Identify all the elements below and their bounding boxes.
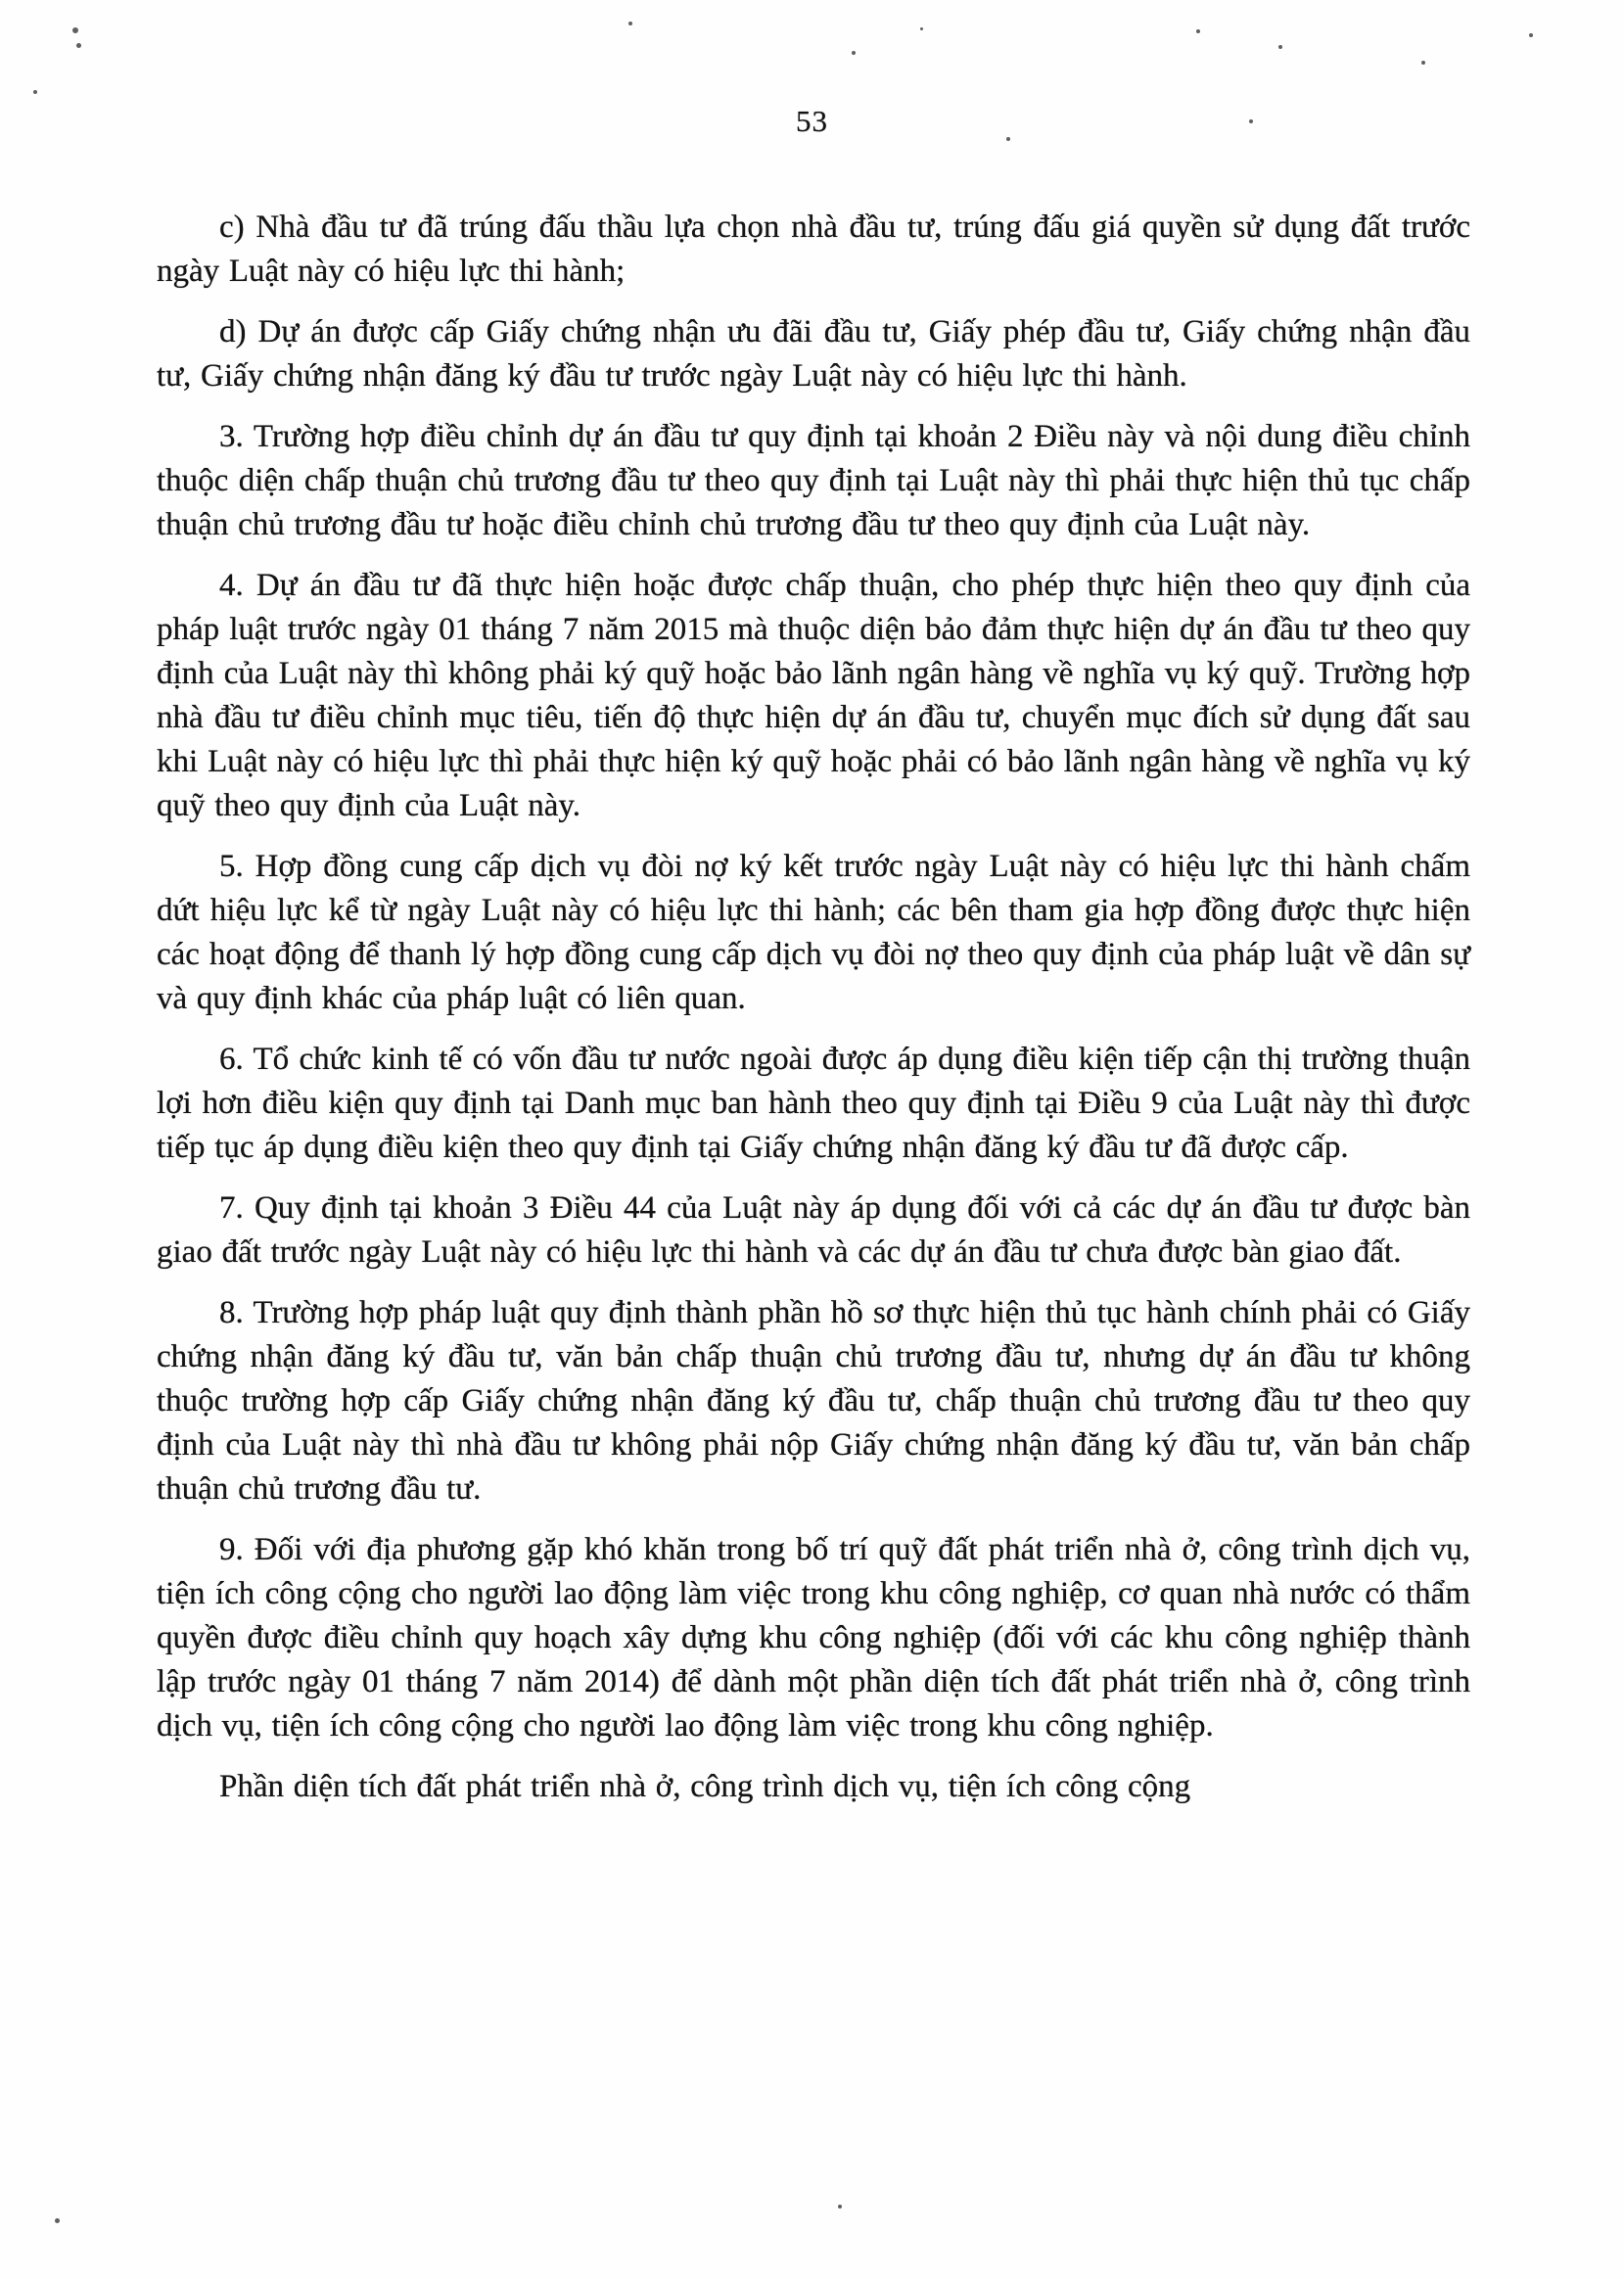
- paragraph-clause-8: 8. Trường hợp pháp luật quy định thành phần hồ sơ thực hiện thủ tục hành chính phải có Giấy chứng nhận đăng ký đầu tư, văn bản chấp thuận chủ trương đầu tư, nhưng dự án đầu tư không thuộc trường hợp cấp Giấy chứng nhận đăng ký đầu tư, chấp thuận chủ trương đầu tư theo quy định của Luật này thì nhà đầu tư không phải nộp Giấy chứng nhận đăng ký đầu tư, văn bản chấp thuận chủ trương đầu tư.: [157, 1295, 1470, 1507]
- scan-speckle: [1249, 119, 1253, 123]
- scan-speckle: [72, 27, 78, 33]
- scan-speckle: [33, 90, 37, 94]
- paragraph-clause-7: 7. Quy định tại khoản 3 Điều 44 của Luật này áp dụng đối với cả các dự án đầu tư được bàn giao đất trước ngày Luật này có hiệu lực thi hành và các dự án đầu tư chưa được bàn giao đất.: [157, 1190, 1470, 1270]
- document-body: [157, 206, 1470, 1826]
- scan-speckle: [1421, 61, 1425, 65]
- scan-speckle: [838, 2205, 842, 2209]
- paragraph-clause-3: 3. Trường hợp điều chỉnh dự án đầu tư quy định tại khoản 2 Điều này và nội dung điều chỉnh thuộc diện chấp thuận chủ trương đầu tư theo quy định tại Luật này thì phải thực hiện thủ tục chấp thuận chủ trương đầu tư hoặc điều chỉnh chủ trương đầu tư theo quy định của Luật này.: [157, 419, 1470, 542]
- paragraph-point-d: d) Dự án được cấp Giấy chứng nhận ưu đãi đầu tư, Giấy phép đầu tư, Giấy chứng nhận đầu tư, Giấy chứng nhận đăng ký đầu tư trước ngày Luật này có hiệu lực thi hành.: [157, 314, 1470, 394]
- scan-speckle: [1278, 45, 1282, 49]
- paragraph-clause-4: 4. Dự án đầu tư đã thực hiện hoặc được chấp thuận, cho phép thực hiện theo quy định của pháp luật trước ngày 01 tháng 7 năm 2015 mà thuộc diện bảo đảm thực hiện dự án đầu tư theo quy định của Luật này thì không phải ký quỹ hoặc bảo lãnh ngân hàng về nghĩa vụ ký quỹ. Trường hợp nhà đầu tư điều chỉnh mục tiêu, tiến độ thực hiện dự án đầu tư, chuyển mục đích sử dụng đất sau khi Luật này có hiệu lực thì phải thực hiện ký quỹ hoặc phải có bảo lãnh ngân hàng về nghĩa vụ ký quỹ theo quy định của Luật này.: [157, 568, 1470, 823]
- scan-speckle: [1529, 33, 1533, 37]
- scan-speckle: [1006, 137, 1010, 141]
- paragraph-point-c: c) Nhà đầu tư đã trúng đấu thầu lựa chọn nhà đầu tư, trúng đấu giá quyền sử dụng đất trước ngày Luật này có hiệu lực thi hành;: [157, 209, 1470, 289]
- paragraph-clause-5: 5. Hợp đồng cung cấp dịch vụ đòi nợ ký kết trước ngày Luật này có hiệu lực thi hành chấm dứt hiệu lực kể từ ngày Luật này có hiệu lực thi hành; các bên tham gia hợp đồng được thực hiện các hoạt động để thanh lý hợp đồng cung cấp dịch vụ đòi nợ theo quy định của pháp luật về dân sự và quy định khác của pháp luật có liên quan.: [157, 849, 1470, 1016]
- scan-speckle: [55, 2218, 60, 2223]
- scan-speckle: [920, 27, 923, 30]
- paragraph-clause-6: 6. Tổ chức kinh tế có vốn đầu tư nước ngoài được áp dụng điều kiện tiếp cận thị trường thuận lợi hơn điều kiện quy định tại Danh mục ban hành theo quy định tại Điều 9 của Luật này thì được tiếp tục áp dụng điều kiện theo quy định tại Giấy chứng nhận đăng ký đầu tư đã được cấp.: [157, 1042, 1470, 1165]
- paragraph-clause-9: 9. Đối với địa phương gặp khó khăn trong bố trí quỹ đất phát triển nhà ở, công trình dịch vụ, tiện ích công cộng cho người lao động làm việc trong khu công nghiệp, cơ quan nhà nước có thẩm quyền được điều chỉnh quy hoạch xây dựng khu công nghiệp (đối với các khu công nghiệp thành lập trước ngày 01 tháng 7 năm 2014) để dành một phần diện tích đất phát triển nhà ở, công trình dịch vụ, tiện ích công cộng cho người lao động làm việc trong khu công nghiệp.: [157, 1532, 1470, 1744]
- paragraph-continuation: Phần diện tích đất phát triển nhà ở, công trình dịch vụ, tiện ích công cộng: [219, 1769, 1191, 1804]
- scan-speckle: [628, 22, 632, 25]
- scan-speckle: [1196, 29, 1200, 33]
- scan-speckle: [76, 43, 81, 48]
- page-number: 53: [796, 104, 828, 138]
- scan-speckle: [852, 51, 856, 55]
